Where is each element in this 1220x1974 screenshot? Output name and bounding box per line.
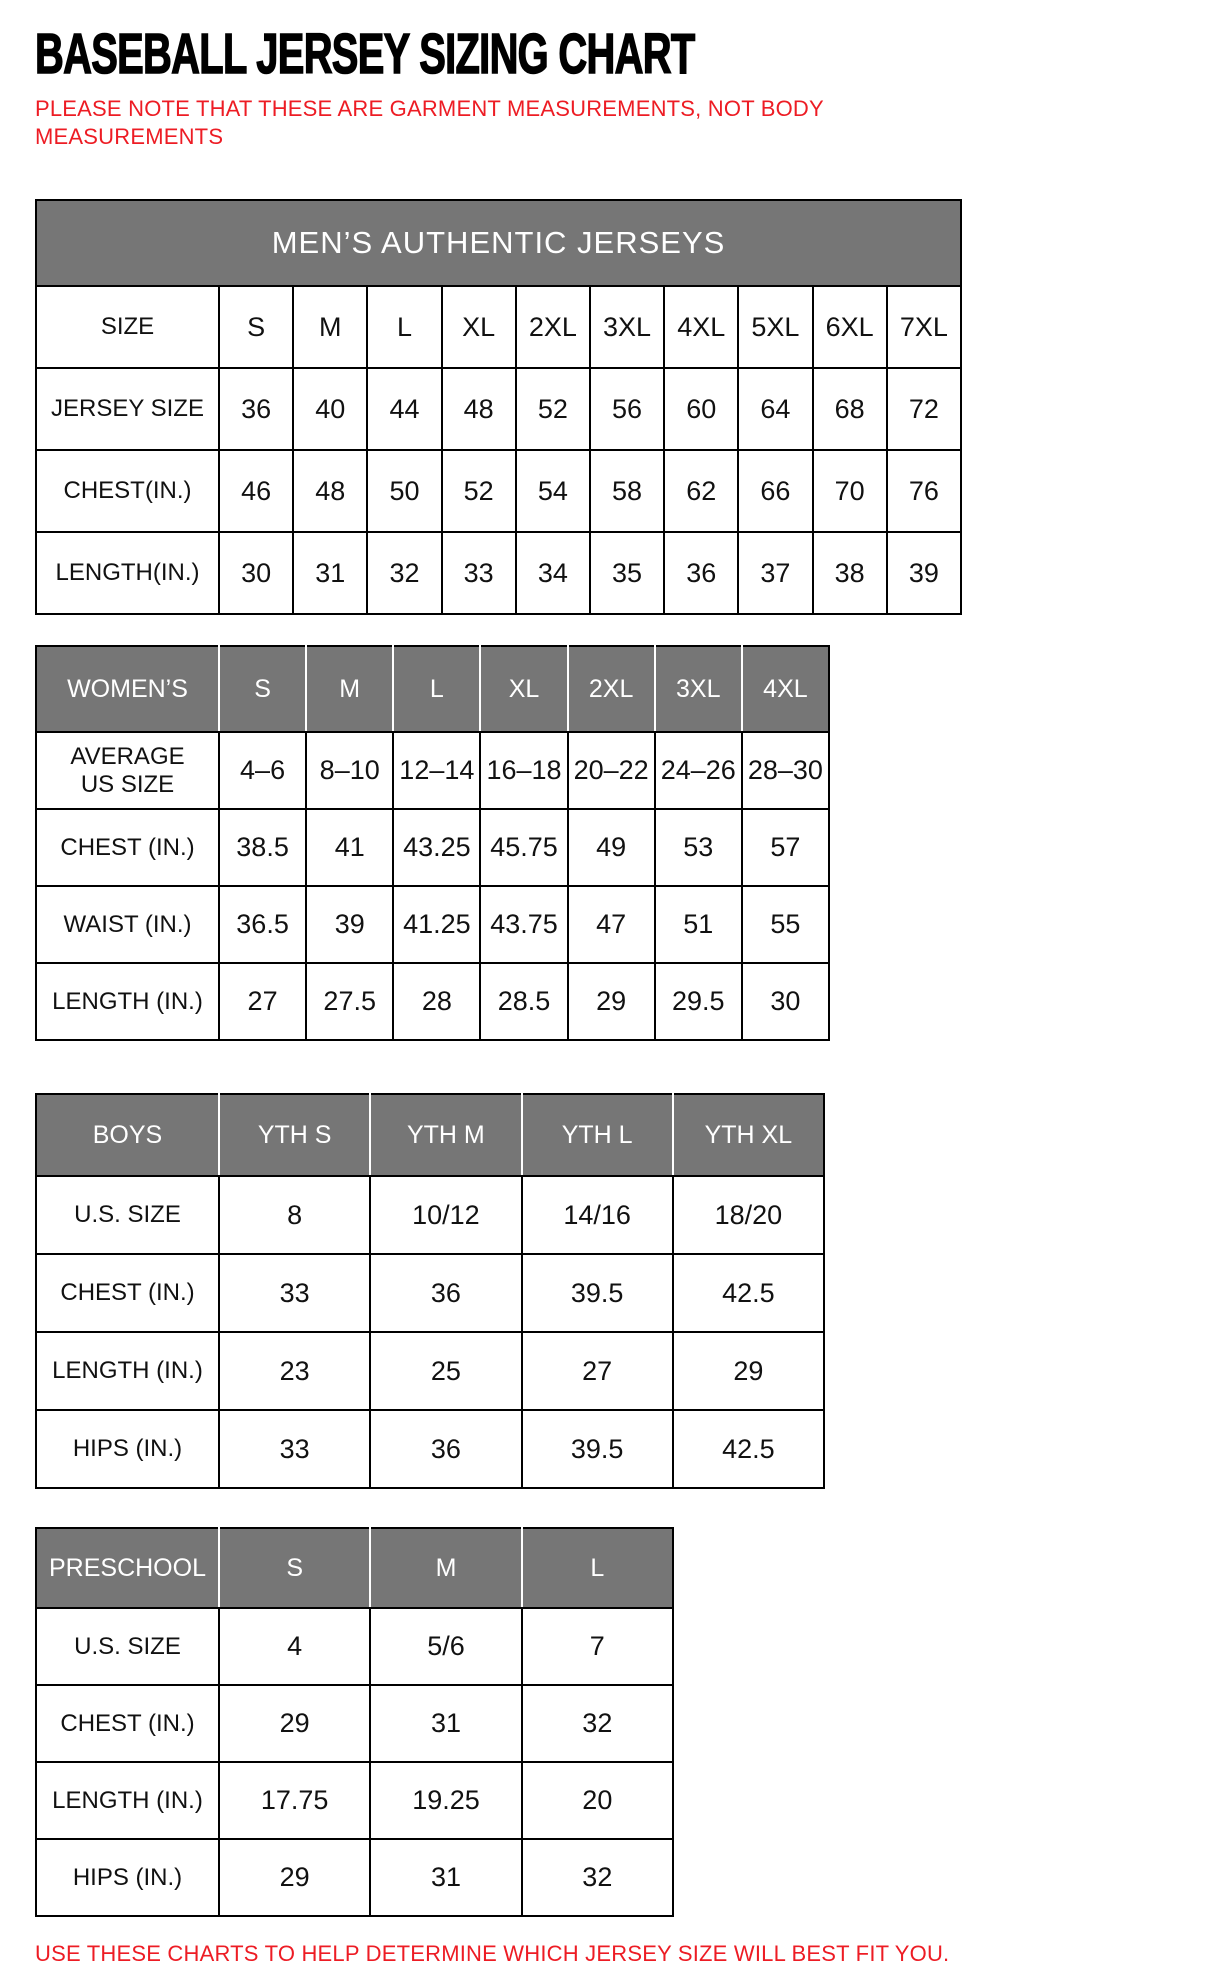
boys-header-col-yth-xl: YTH XL: [673, 1094, 824, 1176]
preschool-header-label: PRESCHOOL: [36, 1528, 219, 1608]
cell: 29: [219, 1685, 370, 1762]
cell: 66: [738, 450, 812, 532]
cell: 60: [664, 368, 738, 450]
cell: 62: [664, 450, 738, 532]
cell: 27.5: [306, 963, 393, 1040]
cell: 30: [742, 963, 829, 1040]
cell: 72: [887, 368, 961, 450]
cell: 49: [568, 809, 655, 886]
cell: 3XL: [590, 286, 664, 368]
cell: 51: [655, 886, 742, 963]
garment-measurements-note: [35, 95, 1220, 151]
mens-authentic-jerseys-row-size: [36, 286, 961, 368]
cell: 4–6: [219, 732, 306, 809]
cell: 58: [590, 450, 664, 532]
womens-header-col-2xl: 2XL: [568, 646, 655, 732]
cell: 36: [370, 1410, 521, 1488]
cell: 25: [370, 1332, 521, 1410]
cell: 5XL: [738, 286, 812, 368]
cell: 20–22: [568, 732, 655, 809]
cell: 8: [219, 1176, 370, 1254]
preschool-header-col-l: L: [522, 1528, 673, 1608]
row-label: HIPS (IN.): [36, 1839, 219, 1916]
boys-header-col-yth-m: YTH M: [370, 1094, 521, 1176]
row-label: CHEST (IN.): [36, 809, 219, 886]
mens-authentic-jerseys-row-length-in: [36, 532, 961, 614]
cell: 31: [370, 1685, 521, 1762]
cell: 28.5: [480, 963, 567, 1040]
cell: 41.25: [393, 886, 480, 963]
cell: 68: [813, 368, 887, 450]
cell: 48: [442, 368, 516, 450]
mens-authentic-jerseys-row-chest-in: [36, 450, 961, 532]
boys-row-chest-in: [36, 1254, 824, 1332]
cell: 36: [219, 368, 293, 450]
cell: 34: [516, 532, 590, 614]
cell: 36.5: [219, 886, 306, 963]
cell: 17.75: [219, 1762, 370, 1839]
cell: 41: [306, 809, 393, 886]
cell: 38: [813, 532, 887, 614]
preschool-header-row: [36, 1528, 673, 1608]
womens-row-average-us-size: [36, 732, 829, 809]
womens-header-row: [36, 646, 829, 732]
cell: 4: [219, 1608, 370, 1685]
cell: 4XL: [664, 286, 738, 368]
cell: 40: [293, 368, 367, 450]
cell: 7: [522, 1608, 673, 1685]
womens-header-col-4xl: 4XL: [742, 646, 829, 732]
cell: 52: [516, 368, 590, 450]
cell: 45.75: [480, 809, 567, 886]
cell: 5/6: [370, 1608, 521, 1685]
row-label: HIPS (IN.): [36, 1410, 219, 1488]
cell: 46: [219, 450, 293, 532]
boys-header-label: BOYS: [36, 1094, 219, 1176]
mens-authentic-jerseys-header-title: MEN’S AUTHENTIC JERSEYS: [36, 200, 961, 286]
cell: 14/16: [522, 1176, 673, 1254]
cell: 18/20: [673, 1176, 824, 1254]
cell: 27: [522, 1332, 673, 1410]
cell: 20: [522, 1762, 673, 1839]
cell: 33: [442, 532, 516, 614]
cell: 37: [738, 532, 812, 614]
cell: 54: [516, 450, 590, 532]
row-label: SIZE: [36, 286, 219, 368]
cell: 33: [219, 1410, 370, 1488]
note-line-1: PLEASE NOTE THAT THESE ARE GARMENT MEASUREMENTS, NOT BODY: [35, 96, 824, 121]
cell: 10/12: [370, 1176, 521, 1254]
cell: 38.5: [219, 809, 306, 886]
cell: 42.5: [673, 1254, 824, 1332]
preschool-row-u-s-size: [36, 1608, 673, 1685]
cell: L: [367, 286, 441, 368]
womens-header-col-l: L: [393, 646, 480, 732]
cell: 44: [367, 368, 441, 450]
womens-table: [35, 645, 830, 1041]
cell: 29: [568, 963, 655, 1040]
cell: 32: [522, 1685, 673, 1762]
mens-authentic-jerseys-table: [35, 199, 962, 615]
note-line-2: MEASUREMENTS: [35, 124, 224, 149]
cell: 28: [393, 963, 480, 1040]
cell: 33: [219, 1254, 370, 1332]
cell: 27: [219, 963, 306, 1040]
cell: 39.5: [522, 1410, 673, 1488]
row-label: LENGTH (IN.): [36, 1332, 219, 1410]
womens-header-col-xl: XL: [480, 646, 567, 732]
cell: 76: [887, 450, 961, 532]
preschool-header-col-m: M: [370, 1528, 521, 1608]
cell: 42.5: [673, 1410, 824, 1488]
cell: 6XL: [813, 286, 887, 368]
cell: 24–26: [655, 732, 742, 809]
cell: 43.75: [480, 886, 567, 963]
womens-header-col-3xl: 3XL: [655, 646, 742, 732]
cell: 48: [293, 450, 367, 532]
cell: 31: [293, 532, 367, 614]
row-label: LENGTH (IN.): [36, 963, 219, 1040]
cell: 23: [219, 1332, 370, 1410]
womens-row-waist-in: [36, 886, 829, 963]
page-title: BASEBALL JERSEY SIZING CHART: [35, 22, 695, 86]
cell: 39: [887, 532, 961, 614]
womens-row-chest-in: [36, 809, 829, 886]
row-label: CHEST(IN.): [36, 450, 219, 532]
womens-row-length-in: [36, 963, 829, 1040]
cell: 64: [738, 368, 812, 450]
cell: 43.25: [393, 809, 480, 886]
mens-authentic-jerseys-row-jersey-size: [36, 368, 961, 450]
womens-header-col-s: S: [219, 646, 306, 732]
cell: 39: [306, 886, 393, 963]
cell: 31: [370, 1839, 521, 1916]
row-label: U.S. SIZE: [36, 1608, 219, 1685]
row-label: LENGTH(IN.): [36, 532, 219, 614]
row-label: JERSEY SIZE: [36, 368, 219, 450]
cell: 53: [655, 809, 742, 886]
boys-header-col-yth-s: YTH S: [219, 1094, 370, 1176]
cell: 70: [813, 450, 887, 532]
cell: 47: [568, 886, 655, 963]
row-label: CHEST (IN.): [36, 1254, 219, 1332]
cell: 52: [442, 450, 516, 532]
preschool-row-chest-in: [36, 1685, 673, 1762]
cell: 29: [219, 1839, 370, 1916]
preschool-header-col-s: S: [219, 1528, 370, 1608]
tables: [35, 199, 1220, 1917]
preschool-row-hips-in: [36, 1839, 673, 1916]
womens-header-col-m: M: [306, 646, 393, 732]
footer-note: USE THESE CHARTS TO HELP DETERMINE WHICH JERSEY SIZE WILL BEST FIT YOU.: [35, 1941, 950, 1966]
cell: S: [219, 286, 293, 368]
cell: 28–30: [742, 732, 829, 809]
cell: 19.25: [370, 1762, 521, 1839]
boys-row-hips-in: [36, 1410, 824, 1488]
row-label: AVERAGE US SIZE: [36, 732, 219, 809]
boys-header-col-yth-l: YTH L: [522, 1094, 673, 1176]
cell: XL: [442, 286, 516, 368]
cell: 32: [367, 532, 441, 614]
boys-row-u-s-size: [36, 1176, 824, 1254]
cell: 57: [742, 809, 829, 886]
row-label: LENGTH (IN.): [36, 1762, 219, 1839]
cell: 36: [370, 1254, 521, 1332]
cell: 56: [590, 368, 664, 450]
preschool-table: [35, 1527, 674, 1917]
cell: 36: [664, 532, 738, 614]
boys-table: [35, 1093, 825, 1489]
cell: 2XL: [516, 286, 590, 368]
cell: 32: [522, 1839, 673, 1916]
cell: 50: [367, 450, 441, 532]
row-label: U.S. SIZE: [36, 1176, 219, 1254]
preschool-row-length-in: [36, 1762, 673, 1839]
boys-row-length-in: [36, 1332, 824, 1410]
cell: 39.5: [522, 1254, 673, 1332]
womens-header-label: WOMEN’S: [36, 646, 219, 732]
cell: 16–18: [480, 732, 567, 809]
cell: 12–14: [393, 732, 480, 809]
cell: 8–10: [306, 732, 393, 809]
cell: 30: [219, 532, 293, 614]
cell: 29: [673, 1332, 824, 1410]
cell: 35: [590, 532, 664, 614]
cell: 7XL: [887, 286, 961, 368]
cell: M: [293, 286, 367, 368]
row-label: CHEST (IN.): [36, 1685, 219, 1762]
cell: 29.5: [655, 963, 742, 1040]
mens-authentic-jerseys-header-row: [36, 200, 961, 286]
cell: 55: [742, 886, 829, 963]
boys-header-row: [36, 1094, 824, 1176]
row-label: WAIST (IN.): [36, 886, 219, 963]
